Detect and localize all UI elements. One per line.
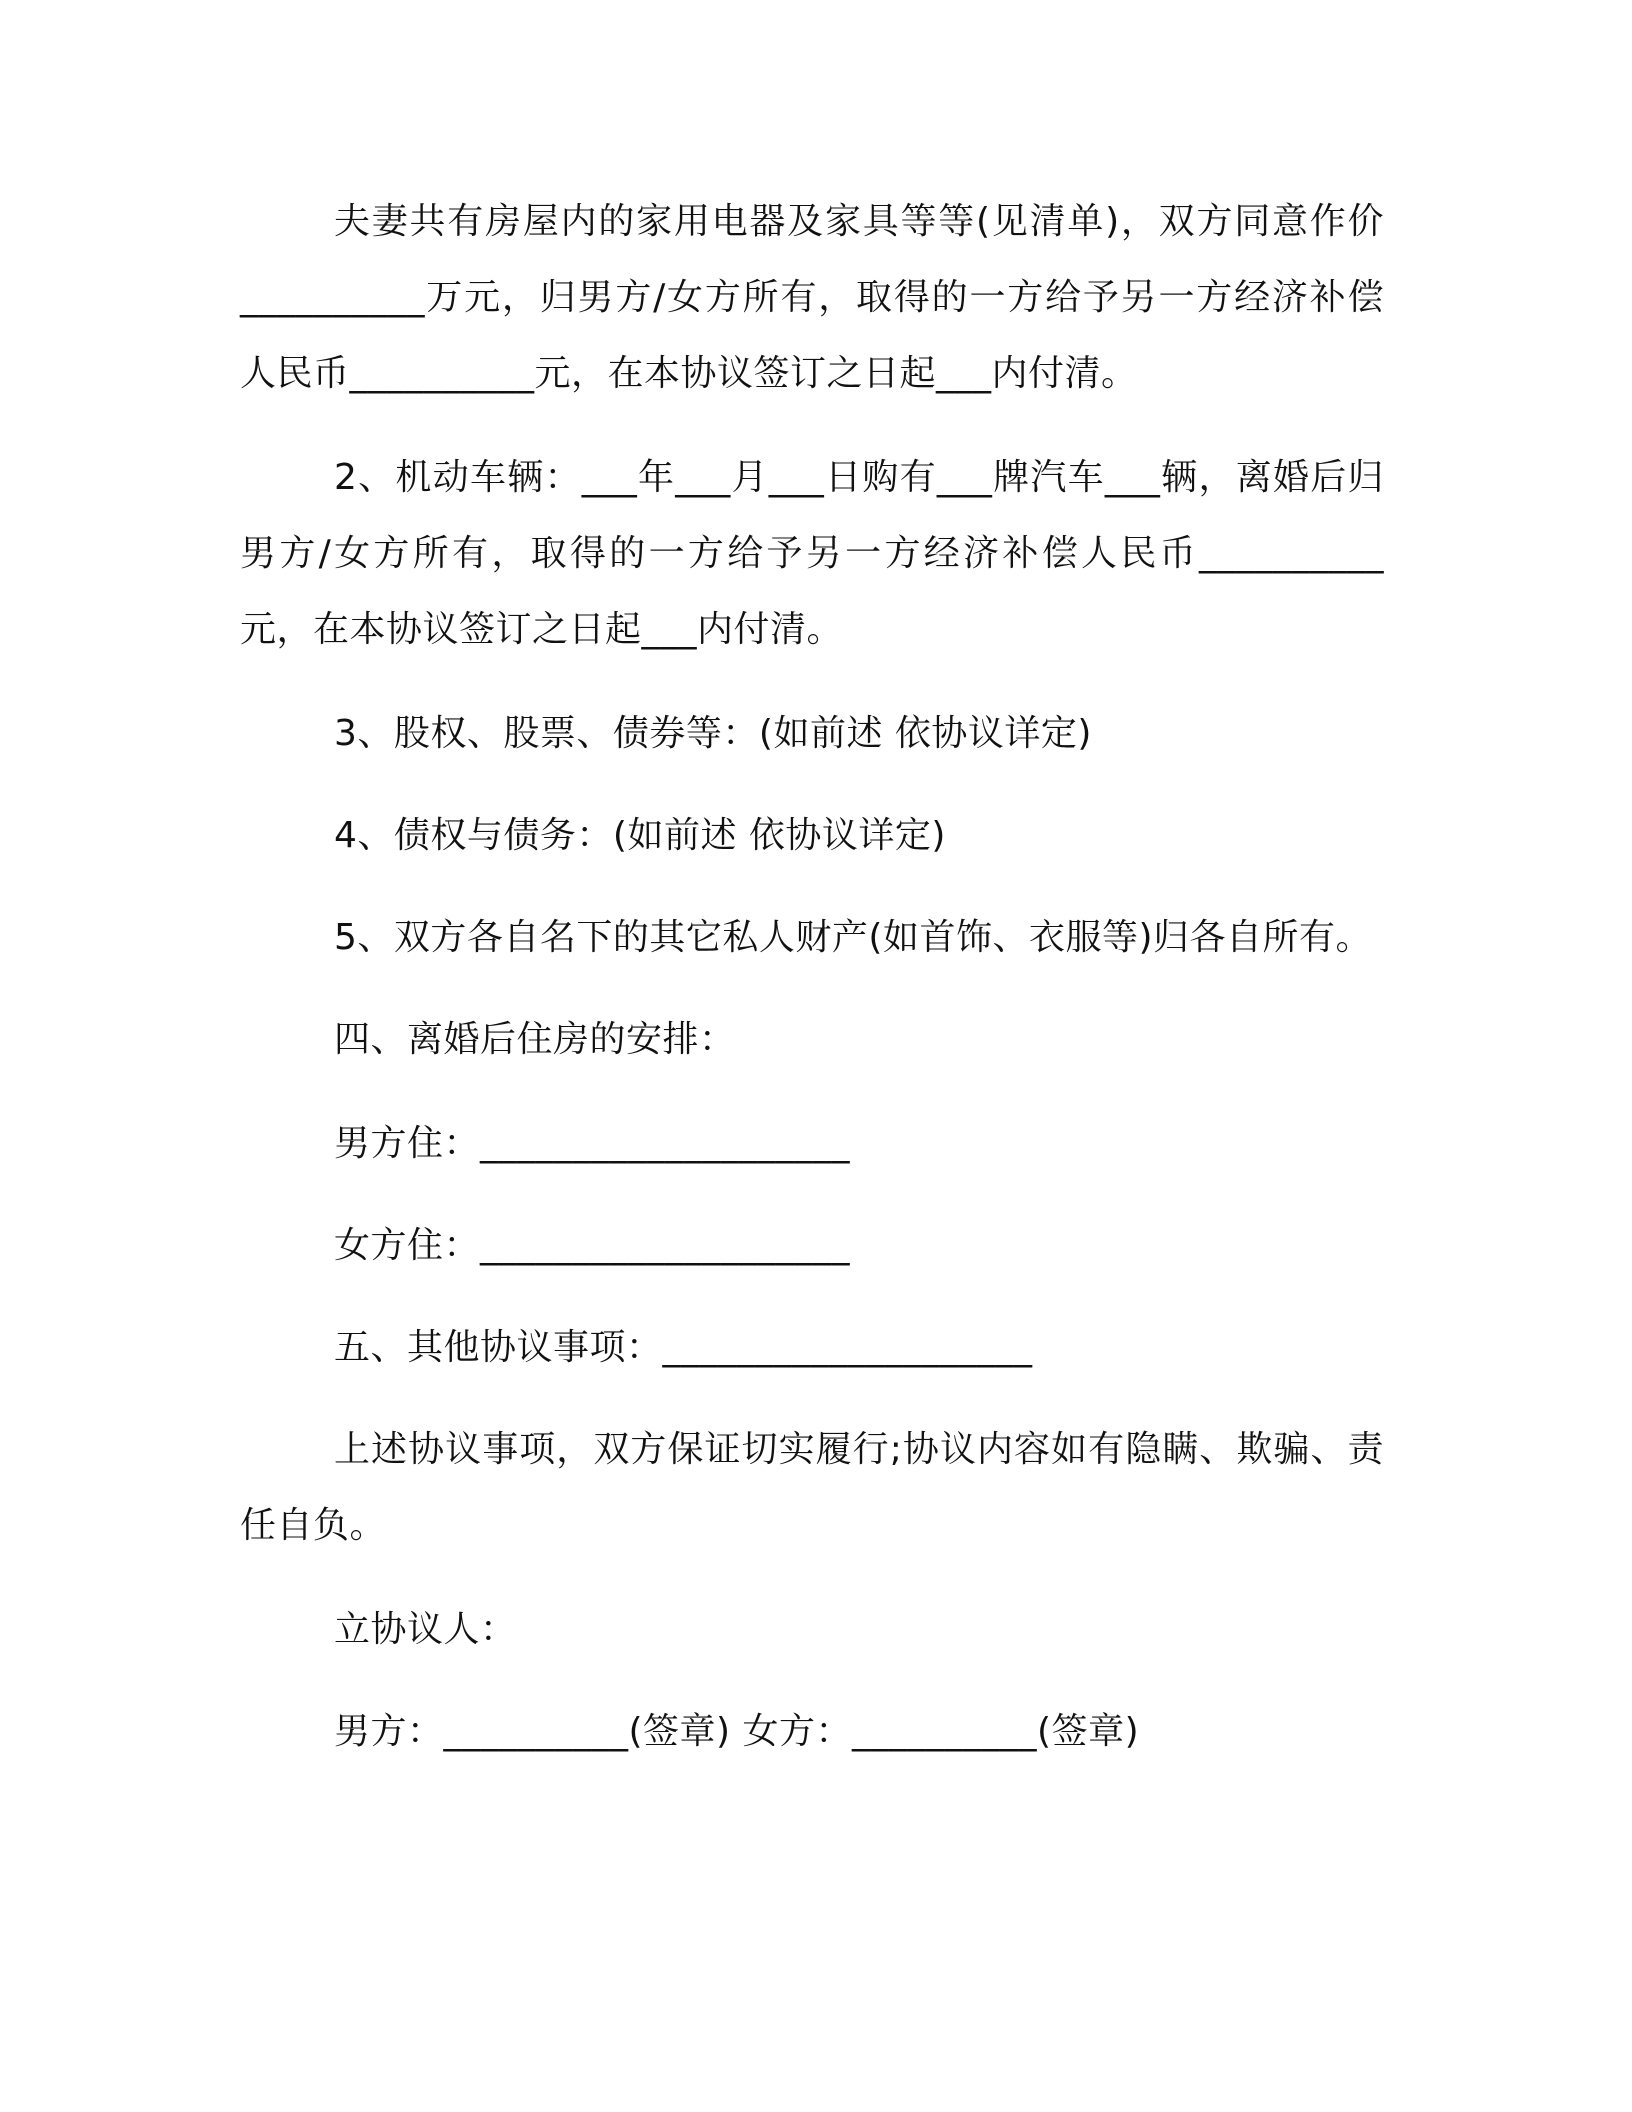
paragraph-claims-debts: 4、债权与债务：(如前述 依协议详定) (334, 815, 946, 856)
paragraph-motor-vehicle: 2、机动车辆：___年___月___日购有___牌汽车___辆，离婚后归男方/女方所有，取得的一方给予另一方经济补偿人民币__________元，在本协议签订之日起___内付清。 (240, 457, 1384, 650)
male-residence-line: 男方住：____________________ (334, 1123, 851, 1164)
paragraph-private-property: 5、双方各自名下的其它私人财产(如首饰、衣服等)归各自所有。 (334, 917, 1372, 958)
agreement-parties-label: 立协议人： (334, 1609, 517, 1650)
female-residence-line: 女方住：____________________ (334, 1225, 851, 1266)
paragraph-equity-stocks: 3、股权、股票、债券等：(如前述 依协议详定) (334, 713, 1092, 754)
paragraph-performance-guarantee: 上述协议事项，双方保证切实履行;协议内容如有隐瞒、欺骗、责任自负。 (240, 1429, 1384, 1546)
other-matters-line: 五、其他协议事项：____________________ (334, 1327, 1033, 1368)
signature-line: 男方：__________(签章) 女方：__________(签章) (334, 1711, 1140, 1752)
section-heading-housing: 四、离婚后住房的安排： (334, 1019, 736, 1060)
paragraph-household-appliances: 夫妻共有房屋内的家用电器及家具等等(见清单)，双方同意作价__________万元，归男方/女方所有，取得的一方给予另一方经济补偿人民币__________元，在本协议签订之日起___内付清。 (240, 201, 1384, 394)
